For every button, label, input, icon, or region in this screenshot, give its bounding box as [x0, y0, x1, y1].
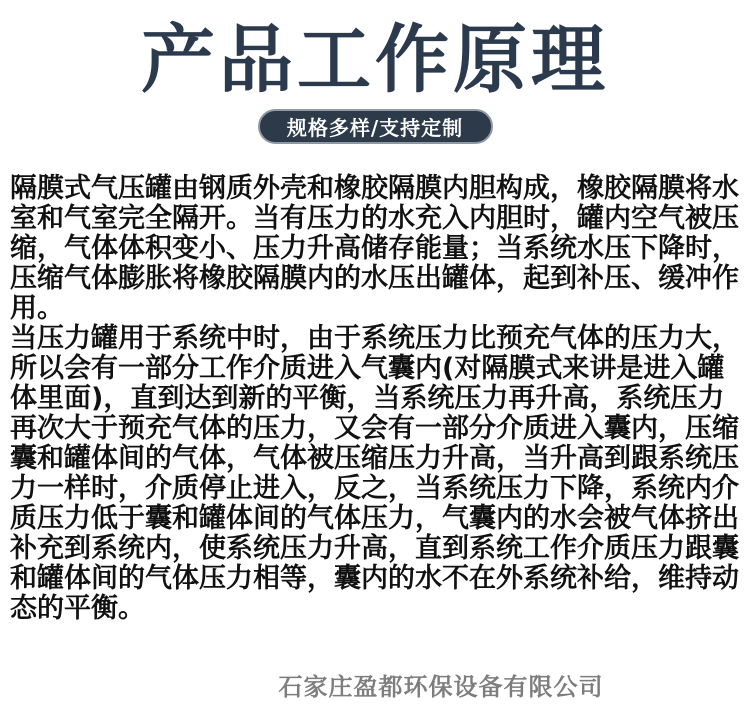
text-line: 隔膜式气压罐由钢质外壳和橡胶隔膜内胆构成，橡胶隔膜将水: [10, 172, 739, 204]
text-line: 补充到系统内，使系统压力升高，直到系统工作介质压力跟囊: [10, 532, 739, 564]
spec-badge-label: 规格多样/支持定制: [286, 115, 464, 140]
text-line: 用。: [10, 292, 64, 324]
text-line: 和罐体间的气体压力相等，囊内的水不在外系统补给，维持动: [10, 562, 739, 594]
text-line: 质压力低于囊和罐体间的气体压力，气囊内的水会被气体挤出: [10, 502, 739, 534]
spec-badge: [258, 109, 493, 144]
text-line: 囊和罐体间的气体，气体被压缩压力升高，当升高到跟系统压: [10, 442, 739, 474]
company-name: 石家庄盈都环保设备有限公司: [278, 673, 604, 701]
text-line: 态的平衡。: [10, 592, 145, 624]
text-line: 当压力罐用于系统中时，由于系统压力比预充气体的压力大，: [10, 322, 739, 354]
text-line: 所以会有一部分工作介质进入气囊内(对隔膜式来讲是进入罐: [10, 352, 725, 384]
paragraph-2: [10, 324, 740, 624]
text-line: 再次大于预充气体的压力，又会有一部分介质进入囊内，压缩: [10, 412, 739, 444]
page-title: 产品工作原理: [141, 17, 609, 103]
text-line: 压缩气体膨胀将橡胶隔膜内的水压出罐体，起到补压、缓冲作: [10, 262, 739, 294]
text-line: 力一样时，介质停止进入，反之，当系统压力下降，系统内介: [10, 472, 739, 504]
paragraph-1: [10, 174, 740, 324]
working-principle-text: [10, 174, 740, 624]
text-line: 室和气室完全隔开。当有压力的水充入内胆时，罐内空气被压: [10, 202, 739, 234]
text-line: 缩，气体体积变小、压力升高储存能量；当系统水压下降时，: [10, 232, 739, 264]
text-line: 体里面)，直到达到新的平衡，当系统压力再升高，系统压力: [10, 382, 725, 414]
